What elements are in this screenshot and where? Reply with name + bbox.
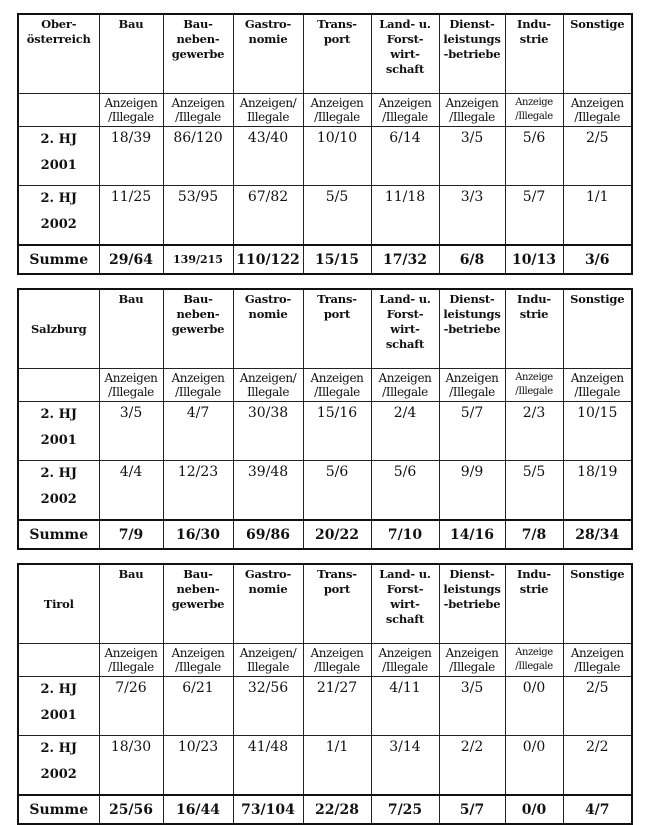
- sum-cell: 3/6: [563, 245, 632, 274]
- text-line: gewerbe: [171, 322, 225, 336]
- sum-cell: 28/34: [563, 520, 632, 549]
- value-cell: 3/5: [439, 127, 505, 186]
- value-cell: 9/9: [439, 461, 505, 521]
- text-line: gewerbe: [171, 47, 225, 61]
- text-line: Trans-: [317, 17, 357, 31]
- period-label: [18, 461, 99, 521]
- text-line: -betriebe: [443, 597, 501, 611]
- sum-cell: 10/13: [505, 245, 563, 274]
- sum-cell: 7/25: [371, 795, 439, 824]
- text-line: /Illegale: [382, 660, 428, 674]
- value-cell: 53/95: [163, 186, 233, 246]
- subheader-cell: [233, 369, 303, 402]
- column-header-industrie: [505, 564, 563, 644]
- text-line: Gastro-: [244, 292, 292, 306]
- value-cell: 4/7: [163, 402, 233, 461]
- empty-cell: [18, 644, 99, 677]
- text-line: Illegale: [246, 660, 290, 674]
- value-cell: 2/3: [505, 402, 563, 461]
- text-line: Anzeigen: [104, 96, 158, 110]
- subheader-row: [18, 94, 632, 127]
- region-label: [18, 289, 99, 369]
- column-header-sonstige: Sonstige: [563, 14, 632, 94]
- text-line: /Illegale: [382, 385, 428, 399]
- column-header-sonstige: Sonstige: [563, 289, 632, 369]
- text-line: port: [323, 32, 351, 46]
- value-cell: 86/120: [163, 127, 233, 186]
- value-cell: 11/25: [99, 186, 163, 246]
- subheader-cell: [163, 644, 233, 677]
- text-line: Anzeigen: [310, 371, 364, 385]
- table-row: [18, 677, 632, 736]
- text-line: /Illegale: [314, 385, 360, 399]
- sum-label: Summe: [18, 795, 99, 824]
- empty-cell: [18, 94, 99, 127]
- subheader-cell: [439, 369, 505, 402]
- column-header-baunebengewerbe: [163, 289, 233, 369]
- value-cell: 5/5: [303, 186, 371, 246]
- sum-label: Summe: [18, 520, 99, 549]
- text-line: 2002: [40, 217, 77, 232]
- text-line: strie: [519, 582, 549, 596]
- header-row: [18, 564, 632, 644]
- sum-cell: 29/64: [99, 245, 163, 274]
- text-line: -betriebe: [443, 47, 501, 61]
- subheader-cell: [303, 644, 371, 677]
- subheader-cell: [303, 369, 371, 402]
- subheader-cell: [99, 94, 163, 127]
- text-line: Forst-: [386, 307, 424, 321]
- text-line: Ober-: [41, 17, 77, 31]
- text-line: Bau-: [183, 292, 213, 306]
- text-line: wirt-: [390, 597, 420, 611]
- text-line: 2001: [40, 158, 77, 173]
- text-line: /Illegale: [314, 660, 360, 674]
- value-cell: 10/15: [563, 402, 632, 461]
- value-cell: 41/48: [233, 736, 303, 796]
- text-line: Anzeigen: [104, 646, 158, 660]
- sum-cell: 15/15: [303, 245, 371, 274]
- value-cell: 2/2: [439, 736, 505, 796]
- value-cell: 1/1: [563, 186, 632, 246]
- text-line: strie: [519, 307, 549, 321]
- text-line: Dienst-: [449, 17, 495, 31]
- text-line: Anzeigen: [570, 371, 624, 385]
- subheader-cell: [505, 369, 563, 402]
- text-line: Anzeigen: [171, 96, 225, 110]
- text-line: /Illegale: [175, 110, 221, 124]
- column-header-dienstleistung: [439, 289, 505, 369]
- text-line: Trans-: [317, 567, 357, 581]
- subheader-cell: [505, 644, 563, 677]
- column-header-transport: [303, 289, 371, 369]
- period-label: [18, 736, 99, 796]
- sum-row: [18, 795, 632, 824]
- sum-cell: 7/9: [99, 520, 163, 549]
- header-row: [18, 14, 632, 94]
- sum-cell: 20/22: [303, 520, 371, 549]
- text-line: 2. HJ: [40, 191, 78, 206]
- text-line: nomie: [248, 582, 288, 596]
- text-line: /Illegale: [108, 385, 154, 399]
- text-line: Anzeige: [515, 647, 553, 658]
- text-line: /Illegale: [449, 385, 495, 399]
- sum-cell: 22/28: [303, 795, 371, 824]
- value-cell: 18/19: [563, 461, 632, 521]
- text-line: Anzeigen: [171, 646, 225, 660]
- subheader-cell: [371, 369, 439, 402]
- sum-cell: 110/122: [233, 245, 303, 274]
- column-header-land-forst: [371, 289, 439, 369]
- text-line: Anzeige: [515, 372, 553, 383]
- value-cell: 5/5: [505, 461, 563, 521]
- text-line: Trans-: [317, 292, 357, 306]
- text-line: -betriebe: [443, 322, 501, 336]
- text-line: 2. HJ: [40, 466, 78, 481]
- text-line: /Illegale: [108, 110, 154, 124]
- text-line: neben-: [176, 32, 220, 46]
- text-line: /Illegale: [175, 385, 221, 399]
- column-header-gastronomie: [233, 289, 303, 369]
- value-cell: 2/2: [563, 736, 632, 796]
- subheader-cell: [563, 644, 632, 677]
- text-line: /Illegale: [108, 660, 154, 674]
- sum-cell: 7/8: [505, 520, 563, 549]
- subheader-cell: [439, 644, 505, 677]
- sum-row: [18, 520, 632, 549]
- value-cell: 4/4: [99, 461, 163, 521]
- value-cell: 12/23: [163, 461, 233, 521]
- value-cell: 5/7: [505, 186, 563, 246]
- subheader-row: [18, 644, 632, 677]
- text-line: /Illegale: [515, 661, 553, 672]
- value-cell: 3/5: [439, 677, 505, 736]
- text-line: Indu-: [517, 567, 551, 581]
- value-cell: 3/14: [371, 736, 439, 796]
- text-line: /Illegale: [574, 385, 621, 399]
- region-label: [18, 564, 99, 644]
- text-line: Salzburg: [30, 321, 87, 336]
- subheader-cell: [233, 94, 303, 127]
- table-oberoesterreich: [17, 13, 633, 275]
- value-cell: 6/21: [163, 677, 233, 736]
- table-row: [18, 461, 632, 521]
- period-label: [18, 127, 99, 186]
- subheader-cell: [303, 94, 371, 127]
- text-line: Anzeigen: [310, 96, 364, 110]
- column-header-baunebengewerbe: [163, 564, 233, 644]
- text-line: wirt-: [390, 322, 420, 336]
- sum-cell: 16/30: [163, 520, 233, 549]
- text-line: 2. HJ: [40, 132, 78, 147]
- text-line: Anzeigen: [378, 371, 432, 385]
- sum-cell: 14/16: [439, 520, 505, 549]
- period-label: [18, 186, 99, 246]
- value-cell: 32/56: [233, 677, 303, 736]
- sum-cell: 16/44: [163, 795, 233, 824]
- text-line: neben-: [176, 582, 220, 596]
- text-line: Anzeigen: [445, 96, 499, 110]
- text-line: /Illegale: [314, 110, 360, 124]
- text-line: port: [323, 307, 351, 321]
- text-line: Bau-: [183, 567, 213, 581]
- sum-cell: 25/56: [99, 795, 163, 824]
- value-cell: 2/4: [371, 402, 439, 461]
- text-line: strie: [519, 32, 549, 46]
- text-line: Anzeigen: [104, 371, 158, 385]
- text-line: leistungs: [443, 582, 501, 596]
- text-line: /Illegale: [574, 660, 621, 674]
- column-header-dienstleistung: [439, 14, 505, 94]
- sum-cell: 69/86: [233, 520, 303, 549]
- text-line: 2. HJ: [40, 407, 78, 422]
- value-cell: 0/0: [505, 736, 563, 796]
- text-line: /Illegale: [175, 660, 221, 674]
- value-cell: 3/3: [439, 186, 505, 246]
- text-line: Anzeige: [515, 97, 553, 108]
- value-cell: 10/23: [163, 736, 233, 796]
- column-header-transport: [303, 564, 371, 644]
- text-line: Illegale: [246, 110, 290, 124]
- value-cell: 6/14: [371, 127, 439, 186]
- column-header-baunebengewerbe: [163, 14, 233, 94]
- table-tirol: [17, 563, 633, 825]
- text-line: 2001: [40, 433, 77, 448]
- text-line: Dienst-: [449, 567, 495, 581]
- text-line: Forst-: [386, 582, 424, 596]
- period-label: [18, 402, 99, 461]
- column-header-bau: Bau: [99, 14, 163, 94]
- text-line: österreich: [26, 32, 91, 46]
- subheader-cell: [505, 94, 563, 127]
- column-header-transport: [303, 14, 371, 94]
- subheader-cell: [233, 644, 303, 677]
- subheader-cell: [563, 94, 632, 127]
- table-row: [18, 127, 632, 186]
- value-cell: 10/10: [303, 127, 371, 186]
- text-line: /Illegale: [515, 111, 553, 122]
- sum-cell: 73/104: [233, 795, 303, 824]
- text-line: leistungs: [443, 32, 501, 46]
- subheader-cell: [371, 94, 439, 127]
- table-salzburg: [17, 288, 633, 550]
- column-header-industrie: [505, 289, 563, 369]
- sum-cell: 139/215: [163, 245, 233, 274]
- text-line: Bau-: [183, 17, 213, 31]
- period-label: [18, 677, 99, 736]
- sum-cell: 17/32: [371, 245, 439, 274]
- table-row: [18, 736, 632, 796]
- text-line: port: [323, 582, 351, 596]
- value-cell: 1/1: [303, 736, 371, 796]
- column-header-gastronomie: [233, 564, 303, 644]
- value-cell: 39/48: [233, 461, 303, 521]
- column-header-dienstleistung: [439, 564, 505, 644]
- text-line: Anzeigen: [378, 646, 432, 660]
- subheader-cell: [99, 644, 163, 677]
- text-line: 2. HJ: [40, 682, 78, 697]
- text-line: Indu-: [517, 17, 551, 31]
- text-line: 2002: [40, 767, 77, 782]
- text-line: gewerbe: [171, 597, 225, 611]
- value-cell: 0/0: [505, 677, 563, 736]
- sum-cell: 4/7: [563, 795, 632, 824]
- value-cell: 21/27: [303, 677, 371, 736]
- column-header-land-forst: [371, 14, 439, 94]
- subheader-cell: [163, 369, 233, 402]
- value-cell: 67/82: [233, 186, 303, 246]
- value-cell: 43/40: [233, 127, 303, 186]
- empty-cell: [18, 369, 99, 402]
- text-line: Gastro-: [244, 567, 292, 581]
- header-row: [18, 289, 632, 369]
- value-cell: 7/26: [99, 677, 163, 736]
- column-header-land-forst: [371, 564, 439, 644]
- text-line: Anzeigen: [171, 371, 225, 385]
- value-cell: 5/6: [303, 461, 371, 521]
- text-line: Anzeigen: [378, 96, 432, 110]
- text-line: Land- u.: [379, 567, 431, 581]
- value-cell: 15/16: [303, 402, 371, 461]
- text-line: wirt-: [390, 47, 420, 61]
- region-label: [18, 14, 99, 94]
- text-line: leistungs: [443, 307, 501, 321]
- text-line: nomie: [248, 32, 288, 46]
- text-line: nomie: [248, 307, 288, 321]
- text-line: 2. HJ: [40, 741, 78, 756]
- sum-cell: 0/0: [505, 795, 563, 824]
- text-line: /Illegale: [515, 386, 553, 397]
- value-cell: 5/7: [439, 402, 505, 461]
- table-row: [18, 402, 632, 461]
- text-line: Indu-: [517, 292, 551, 306]
- value-cell: 5/6: [371, 461, 439, 521]
- value-cell: 3/5: [99, 402, 163, 461]
- text-line: /Illegale: [574, 110, 621, 124]
- text-line: 2001: [40, 708, 77, 723]
- text-line: Land- u.: [379, 17, 431, 31]
- text-line: schaft: [385, 337, 425, 351]
- sum-label: Summe: [18, 245, 99, 274]
- text-line: Anzeigen: [310, 646, 364, 660]
- sum-cell: 5/7: [439, 795, 505, 824]
- text-line: Anzeigen/: [239, 371, 297, 385]
- value-cell: 30/38: [233, 402, 303, 461]
- text-line: Illegale: [246, 385, 290, 399]
- text-line: Gastro-: [244, 17, 292, 31]
- value-cell: 18/39: [99, 127, 163, 186]
- text-line: /Illegale: [449, 110, 495, 124]
- value-cell: 2/5: [563, 127, 632, 186]
- value-cell: 2/5: [563, 677, 632, 736]
- text-line: Anzeigen/: [239, 646, 297, 660]
- text-line: Land- u.: [379, 292, 431, 306]
- text-line: Anzeigen: [445, 646, 499, 660]
- subheader-row: [18, 369, 632, 402]
- text-line: schaft: [385, 612, 425, 626]
- text-line: neben-: [176, 307, 220, 321]
- text-line: Anzeigen: [570, 96, 624, 110]
- subheader-cell: [371, 644, 439, 677]
- column-header-sonstige: Sonstige: [563, 564, 632, 644]
- sum-row: [18, 245, 632, 274]
- text-line: Anzeigen/: [239, 96, 297, 110]
- value-cell: 11/18: [371, 186, 439, 246]
- value-cell: 18/30: [99, 736, 163, 796]
- subheader-cell: [439, 94, 505, 127]
- value-cell: 4/11: [371, 677, 439, 736]
- text-line: /Illegale: [382, 110, 428, 124]
- text-line: Dienst-: [449, 292, 495, 306]
- subheader-cell: [163, 94, 233, 127]
- text-line: Tirol: [43, 596, 74, 611]
- subheader-cell: [563, 369, 632, 402]
- text-line: schaft: [385, 62, 425, 76]
- text-line: Anzeigen: [570, 646, 624, 660]
- text-line: 2002: [40, 492, 77, 507]
- table-row: [18, 186, 632, 246]
- text-line: Anzeigen: [445, 371, 499, 385]
- column-header-bau: Bau: [99, 564, 163, 644]
- text-line: /Illegale: [449, 660, 495, 674]
- text-line: Forst-: [386, 32, 424, 46]
- subheader-cell: [99, 369, 163, 402]
- column-header-bau: Bau: [99, 289, 163, 369]
- value-cell: 5/6: [505, 127, 563, 186]
- sum-cell: 6/8: [439, 245, 505, 274]
- column-header-industrie: [505, 14, 563, 94]
- sum-cell: 7/10: [371, 520, 439, 549]
- column-header-gastronomie: [233, 14, 303, 94]
